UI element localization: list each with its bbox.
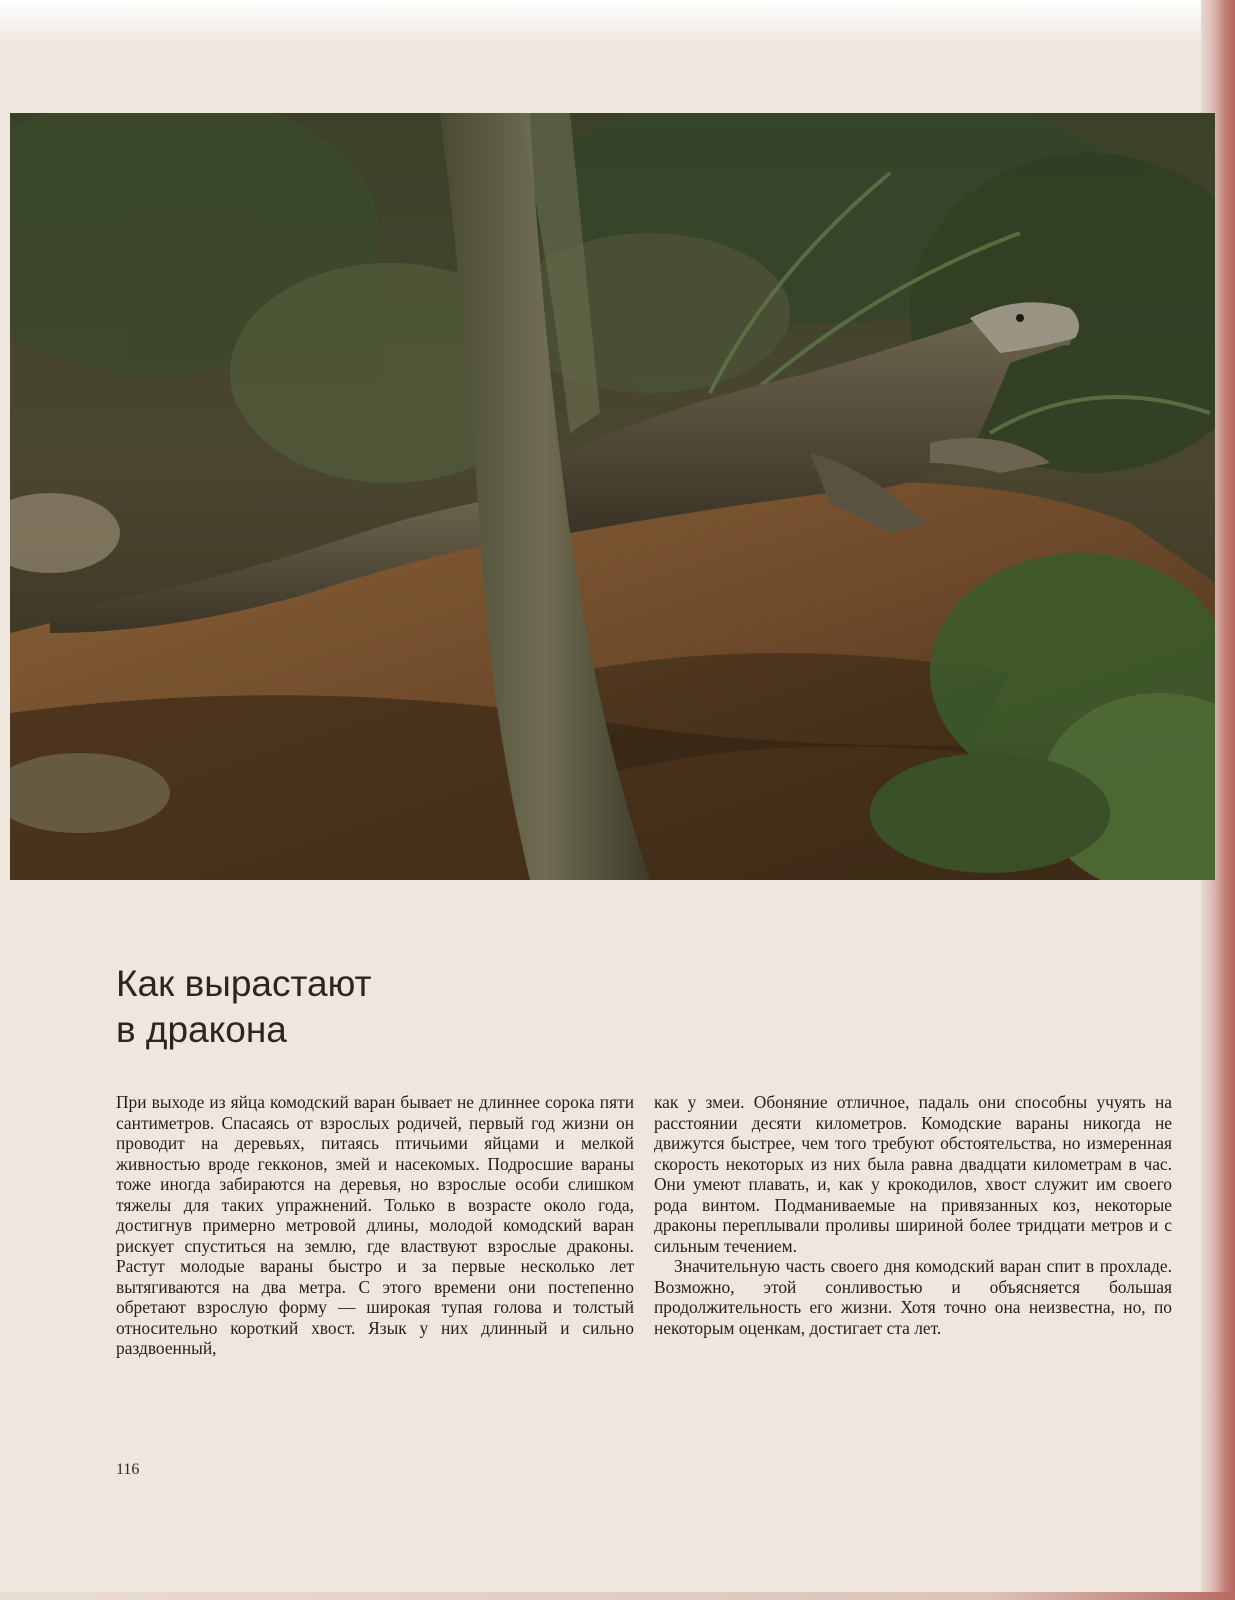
paragraph: При выходе из яйца комодский варан бывает не длиннее сорока пяти сантиметров. Спасаясь от взрослых родичей, первый год жизни он проводит на деревьях, питаясь птичьими яйцами и мелкой живностью вроде гекконов, змей и насекомых. Подросшие вараны тоже иногда забираются на деревья, но взрослые особи слишком тяжелы для таких упражнений. Только в возрасте около года, достигнув примерно метровой длины, молодой комодский варан рискует спуститься на землю, где властвуют взрослые драконы. Растут молодые вараны быстро и за первые несколько лет вытягиваются на два метра. С этого времени они постепенно обретают взрослую форму — широкая тупая голова и толстый относительно короткий хвост. Язык у них длинный и сильно раздвоенный, (116, 1092, 634, 1358)
page-number: 116 (116, 1461, 140, 1478)
komodo-dragon-illustration (10, 113, 1215, 880)
article-heading (116, 961, 616, 1053)
page-bottom-edge (0, 1592, 1235, 1600)
heading-line-1: Как вырастают (116, 963, 372, 1004)
paragraph: Значительную часть своего дня комодский варан спит в прохладе. Возможно, этой сонливостью и объясняется большая продолжительность его жизни. Хотя точно она неизвестна, но, по некоторым оценкам, достигает ста лет. (654, 1256, 1172, 1338)
komodo-dragon-photo (10, 113, 1215, 880)
heading-line-2: в дракона (116, 1009, 287, 1050)
paragraph: как у змеи. Обоняние отличное, падаль они способны учуять на расстоянии десяти километров. Комодские вараны никогда не движутся быстрее, чем того требуют обстоятельства, но измеренная скорость некоторых из них была равна двадцати километрам в час. Они умеют плавать, и, как у крокодилов, хвост служит им своего рода винтом. Подманиваемые на привязанных коз, некоторые драконы переплывали проливы шириной более тридцати метров и с сильным течением. (654, 1092, 1172, 1256)
text-column-left (116, 1092, 634, 1359)
page-top-margin (0, 0, 1235, 40)
text-column-right (654, 1092, 1172, 1338)
